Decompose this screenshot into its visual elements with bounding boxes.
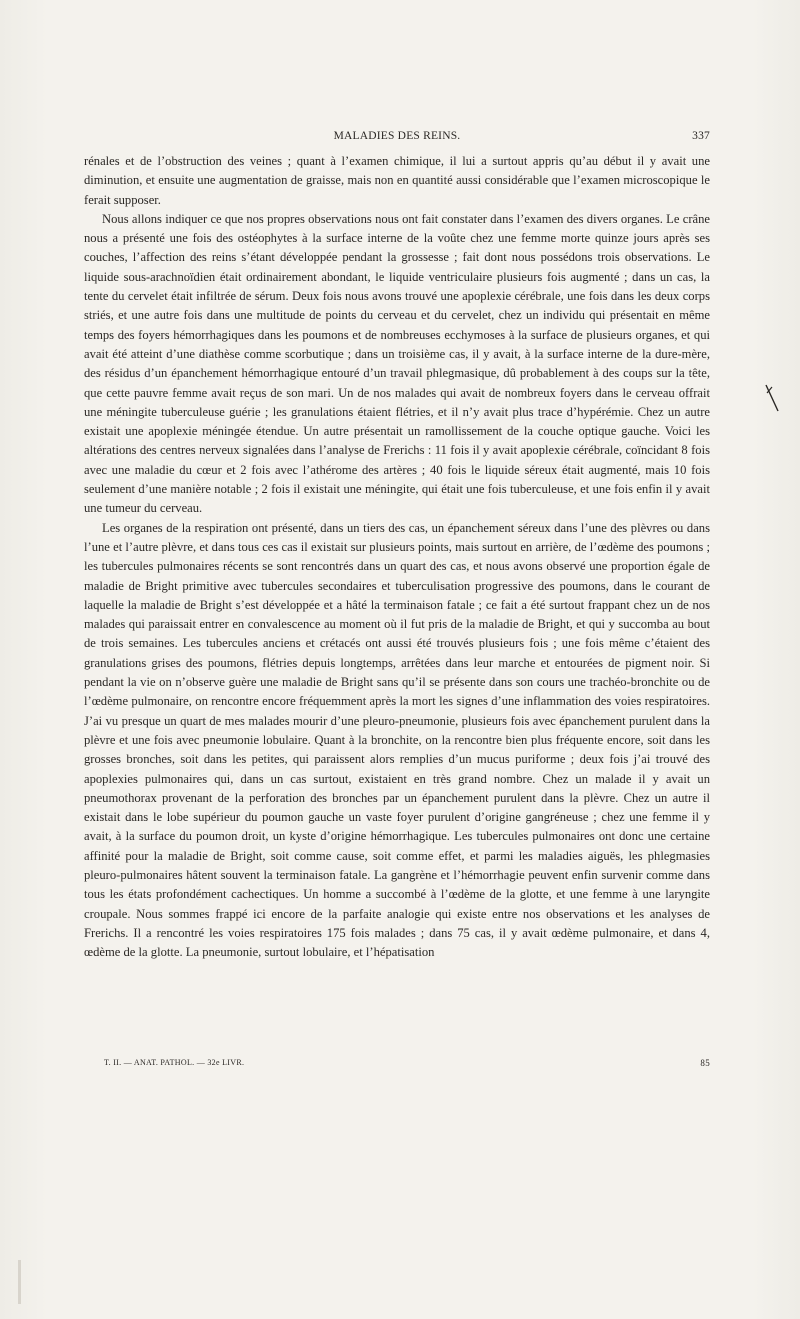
margin-pen-mark xyxy=(764,383,780,413)
printer-signature: T. II. — ANAT. PATHOL. — 32e LIVR. xyxy=(104,1058,245,1067)
paragraph: Nous allons indiquer ce que nos propres observations nous ont fait constater dans l’examen des divers organes. Le crâne nous a présenté une fois des ostéophytes à la surface interne de la voûte chez une femme morte quinze jours après ses couches, l’affection des reins s’étant développée pendant la grossesse ; fait dont nous possédons trois observations. Le liquide sous-arachnoïdien était ordinairement abondant, le liquide ventriculaire plusieurs fois augmenté ; dans un cas, la tente du cervelet était infiltrée de sérum. Deux fois nous avons trouvé une apoplexie cérébrale, une fois dans les deux corps striés, et une autre fois dans une multitude de points du cerveau et du cervelet, chez un individu qui présentait en même temps des foyers hémorrhagiques dans les poumons et de nombreuses ecchymoses à la surface de plusieurs organes, et qui avait été atteint d’une diathèse comme scorbutique ; dans un troisième cas, il y avait, à la surface interne de la dure-mère, des résidus d’un épanchement hémorrhagique entouré d’un travail phlegmasique, dû probablement à des coups sur la tête, que cette pauvre femme avait reçus de son mari. Un de nos malades qui avait de nombreux foyers dans le cerveau offrait une méningite tuberculeuse guérie ; les granulations étaient flétries, et il n’y avait plus trace d’hypérémie. Chez un autre existait une apoplexie méningée étendue. Un autre présentait un ramollissement de la couche optique gauche. Voici les altérations des centres nerveux signalées dans l’analyse de Frerichs : 11 fois il y avait apoplexie cérébrale, coïncidant 8 fois avec une maladie du cœur et 2 fois avec l’athérome des artères ; 40 fois le liquide séreux était augmenté, mais 10 fois seulement d’une manière notable ; 2 fois il existait une méningite, qui était une fois tuberculeuse, et une fois enfin il y avait une tumeur du cerveau. xyxy=(84,211,710,516)
sheet-number: 85 xyxy=(700,1058,710,1068)
page-footer xyxy=(104,1058,710,1072)
page-number: 337 xyxy=(692,130,710,142)
running-title: MALADIES DES REINS. xyxy=(333,130,461,142)
page-edge-shadow xyxy=(18,1260,21,1304)
running-header xyxy=(84,130,710,148)
paragraph: Les organes de la respiration ont présenté, dans un tiers des cas, un épanchement séreux dans l’une des plèvres ou dans l’une et l’autre plèvre, et dans tous ces cas il existait sur plusieurs points, mais surtout en arrière, de l’œdème des poumons ; les tubercules pulmonaires récents se sont rencontrés dans un quart des cas, et nous avons observé une proportion égale de maladie de Bright primitive avec tubercules secondaires et tuberculisation progressive des poumons, dans le courant de laquelle la maladie de Bright s’est développée et a hâté la terminaison fatale ; ce fait a été surtout frappant chez un de nos malades qui paraissait entrer en convalescence au moment où il fut pris de la maladie de Bright, et qui y succomba au bout de trois semaines. Les tubercules anciens et crétacés ont aussi été trouvés plusieurs fois ; une fois même c’étaient des granulations grises des poumons, flétries depuis longtemps, arrêtées dans leur marche et entourées de pigment noir. Si pendant la vie on n’observe guère une maladie de Bright sans qu’il se présente dans son cours une trachéo-bronchite ou de l’œdème pulmonaire, on rencontre encore fréquemment après la mort les signes d’une inflammation des voies respiratoires. J’ai vu presque un quart de mes malades mourir d’une pleuro-pneumonie, plusieurs fois avec épanchement purulent dans la plèvre et une fois avec pneumonie lobulaire. Quant à la bronchite, on la rencontre bien plus fréquente encore, soit dans les grosses bronches, soit dans les petites, qui paraissent alors remplies d’un mucus puriforme ; deux fois j’ai trouvé des apoplexies pulmonaires qui, dans un cas surtout, existaient en très grand nombre. Chez un malade il y avait un pneumothorax provenant de la perforation des bronches par un épanchement purulent dans la plèvre. Chez un autre il existait dans le lobe supérieur du poumon gauche un vaste foyer purulent d’origine gangréneuse ; chez une femme il y avait, à la surface du poumon droit, un kyste d’origine hémorrhagique. Les tubercules pulmonaires ont donc une certaine affinité pour la maladie de Bright, soit comme cause, soit comme effet, et parmi les maladies aiguës, les phlegmasies pleuro-pulmonaires hâtent souvent la terminaison fatale. La gangrène et l’hémorrhagie peuvent enfin survenir comme dans tous les états profondément cachectiques. Un homme a succombé à l’œdème de la glotte, et une femme à une laryngite croupale. Nous sommes frappé ici encore de la parfaite analogie qui existe entre nos observations et les analyses de Frerichs. Il a rencontré les voies respiratoires 175 fois malades ; dans 75 cas, il y avait œdème pulmonaire, et dans 4, œdème de la glotte. La pneumonie, surtout lobulaire, et l’hépatisation xyxy=(84,520,710,960)
body-text xyxy=(84,152,710,962)
paragraph: rénales et de l’obstruction des veines ; quant à l’examen chimique, il lui a surtout appris qu’au début il y avait une diminution, et ensuite une augmentation de graisse, mais non en quantité aussi considérable que l’examen microscopique le ferait supposer. xyxy=(84,154,710,207)
